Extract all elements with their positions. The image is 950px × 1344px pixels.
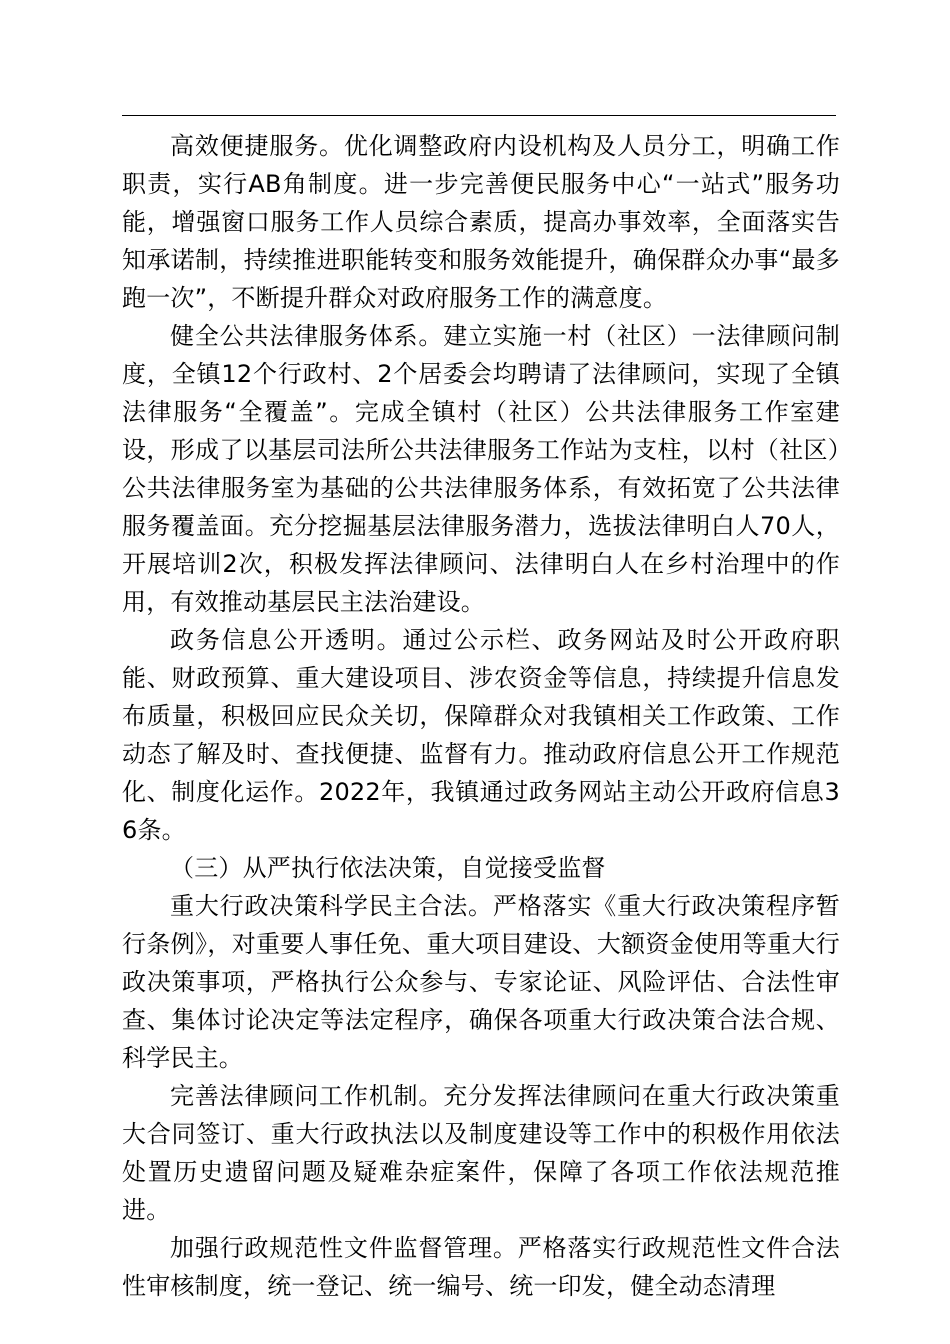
document-body xyxy=(122,127,840,1305)
paragraph-public-legal-service: 健全公共法律服务体系。建立实施一村（社区）一法律顾问制度，全镇12个行政村、2个居委会均聘请了法律顾问，实现了全镇法律服务“全覆盖”。完成全镇村（社区）公共法律服务工作室建设，形成了以基层司法所公共法律服务工作站为支柱，以村（社区）公共法律服务室为基础的公共法律服务体系，有效拓宽了公共法律服务覆盖面。充分挖掘基层法律服务潜力，选拔法律明白人70人，开展培训2次，积极发挥法律顾问、法律明白人在乡村治理中的作用，有效推动基层民主法治建设。 xyxy=(122,322,840,616)
paragraph-major-decisions: 重大行政决策科学民主合法。严格落实《重大行政决策程序暂行条例》，对重要人事任免、重大项目建设、大额资金使用等重大行政决策事项，严格执行公众参与、专家论证、风险评估、合法性审查、集体讨论决定等法定程序，确保各项重大行政决策合法合规、科学民主。 xyxy=(122,892,840,1072)
paragraph-legal-advisor-mechanism: 完善法律顾问工作机制。充分发挥法律顾问在重大行政决策重大合同签订、重大行政执法以及制度建设等工作中的积极作用依法处置历史遗留问题及疑难杂症案件，保障了各项工作依法规范推进。 xyxy=(122,1082,840,1224)
section-heading-decision-making: （三）从严执行依法决策，自觉接受监督 xyxy=(170,854,606,882)
paragraph-normative-documents: 加强行政规范性文件监督管理。严格落实行政规范性文件合法性审核制度，统一登记、统一编号、统一印发，健全动态清理 xyxy=(122,1234,840,1300)
paragraph-efficient-service: 高效便捷服务。优化调整政府内设机构及人员分工，明确工作职责，实行AB角制度。进一步完善便民服务中心“一站式”服务功能，增强窗口服务工作人员综合素质，提高办事效率，全面落实告知承诺制，持续推进职能转变和服务效能提升，确保群众办事“最多跑一次”，不断提升群众对政府服务工作的满意度。 xyxy=(122,132,840,312)
header-rule xyxy=(122,115,836,116)
paragraph-information-disclosure: 政务信息公开透明。通过公示栏、政务网站及时公开政府职能、财政预算、重大建设项目、涉农资金等信息，持续提升信息发布质量，积极回应民众关切，保障群众对我镇相关工作政策、工作动态了解及时、查找便捷、监督有力。推动政府信息公开工作规范化、制度化运作。2022年，我镇通过政务网站主动公开政府信息36条。 xyxy=(122,626,840,844)
